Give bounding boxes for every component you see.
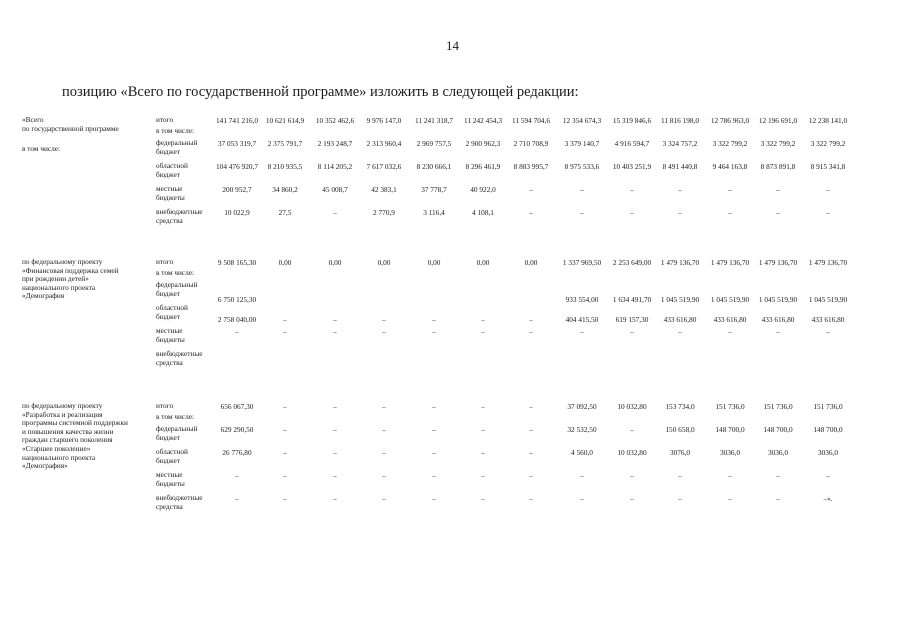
table-cell: – [432, 327, 436, 336]
table-cell: 7 617 032,6 [366, 162, 402, 171]
table-cell: – [382, 425, 386, 434]
table-cell: 37 053 319,7 [217, 139, 257, 148]
section-title-line: по федеральному проекту [22, 257, 103, 266]
table-cell: – [382, 327, 386, 336]
table-cell: – [432, 315, 436, 324]
table-cell: 8 883 995,7 [513, 162, 549, 171]
table-cell: 1 479 136,70 [758, 258, 798, 267]
table-cell: 200 952,7 [222, 185, 252, 194]
table-cell: 433 616,80 [713, 315, 747, 324]
row-label-line: итого [156, 115, 174, 124]
table-cell: – [776, 494, 780, 503]
table-cell: – [678, 327, 682, 336]
table-cell: 151 736,0 [813, 402, 843, 411]
table-cell: – [728, 327, 732, 336]
table-cell: 2 900 962,3 [465, 139, 501, 148]
row-label-line: бюджеты [156, 334, 185, 344]
table-cell: 2 770,9 [373, 208, 395, 217]
page-number: 14 [446, 38, 459, 53]
table-cell: 3036,0 [817, 448, 839, 457]
table-cell: 10 032,80 [617, 448, 647, 457]
section-title-line: «Разработка и реализация [22, 409, 103, 419]
table-cell: – [333, 208, 337, 217]
table-cell: – [630, 494, 634, 503]
table-cell: 8 210 935,5 [267, 162, 303, 171]
section-title-line: «Старшее поколение» [22, 443, 91, 453]
table-cell: – [481, 315, 485, 324]
section-title-line: национального проекта [22, 452, 96, 462]
row-label-line: внебюджетные [156, 207, 203, 216]
table-cell: 12 196 691,0 [758, 116, 798, 125]
table-cell: 8 296 461,9 [465, 162, 501, 171]
table-cell: 11 594 704,6 [511, 116, 551, 125]
table-cell: – [283, 494, 287, 503]
table-cell: 433 616,80 [761, 315, 795, 324]
table-cell: 3036,0 [719, 448, 741, 457]
table-cell: – [630, 327, 634, 336]
table-cell: 12 354 674,3 [562, 116, 602, 125]
table-cell: – [481, 425, 485, 434]
table-cell: 3036,0 [767, 448, 789, 457]
row-label [156, 269, 226, 278]
table-cell: – [529, 208, 533, 217]
table-cell: 10 032,80 [617, 402, 647, 411]
table-cell: – [630, 185, 634, 194]
table-cell: 1 634 491,70 [612, 295, 652, 304]
row-label-line: средства [156, 215, 183, 225]
row-label-line: областной [156, 161, 188, 170]
table-cell: – [235, 327, 239, 336]
row-label-line: бюджет [156, 455, 180, 465]
row-label-line: средства [156, 501, 183, 511]
table-cell: – [529, 494, 533, 503]
table-cell: 4 916 594,7 [614, 139, 650, 148]
table-cell: 404 415,50 [565, 315, 599, 324]
table-cell: 1 045 519,90 [758, 295, 798, 304]
table-cell: – [678, 208, 682, 217]
row-label-line: областной [156, 447, 188, 456]
table-cell: – [235, 494, 239, 503]
row-label-line: федеральный [156, 424, 198, 433]
table-cell: – [776, 208, 780, 217]
row-label-line: местные [156, 184, 183, 193]
row-label-line: бюджет [156, 432, 180, 442]
row-label-line: итого [156, 257, 174, 266]
table-cell: – [432, 471, 436, 480]
table-cell: – [382, 448, 386, 457]
table-cell: 151 736,0 [763, 402, 793, 411]
row-label [156, 350, 226, 367]
table-cell: – [728, 185, 732, 194]
table-cell: 15 319 846,6 [612, 116, 652, 125]
table-cell: 12 238 141,0 [808, 116, 848, 125]
table-cell: – [382, 494, 386, 503]
section-title-line: граждан старшего поколения [22, 435, 113, 445]
table-cell: 11 241 318,7 [414, 116, 454, 125]
table-cell: 1 045 519,90 [660, 295, 700, 304]
table-cell: – [283, 327, 287, 336]
section-title [22, 258, 150, 301]
table-cell: – [580, 327, 584, 336]
table-cell: – [432, 425, 436, 434]
table-cell: – [630, 208, 634, 217]
table-cell: – [776, 471, 780, 480]
row-label [156, 127, 226, 136]
table-cell: – [580, 208, 584, 217]
table-cell: – [776, 185, 780, 194]
section-title-line: при рождении детей» [22, 274, 89, 284]
table-cell: 2 969 757,5 [416, 139, 452, 148]
section-title-line: «Демография» [22, 461, 68, 471]
table-cell: 8 114 205,2 [317, 162, 353, 171]
table-cell: 10 403 251,9 [612, 162, 652, 171]
table-cell: – [283, 315, 287, 324]
table-cell: – [580, 471, 584, 480]
table-cell: 8 491 440,8 [662, 162, 698, 171]
table-cell: – [529, 402, 533, 411]
table-cell: – [826, 208, 830, 217]
table-cell: 1 337 969,50 [562, 258, 602, 267]
table-cell: 8 230 666,1 [416, 162, 452, 171]
section-title-line: национального проекта [22, 282, 96, 292]
row-label-line: местные [156, 326, 183, 335]
table-cell: 0,00 [328, 258, 342, 267]
table-cell: – [529, 185, 533, 194]
table-cell: 37 092,50 [567, 402, 597, 411]
table-cell: – [432, 448, 436, 457]
table-cell: – [333, 471, 337, 480]
row-label-line: в том числе: [156, 268, 195, 277]
row-label-line: бюджет [156, 169, 180, 179]
table-cell: 0,00 [278, 258, 292, 267]
table-cell: – [580, 185, 584, 194]
row-label-line: местные [156, 470, 183, 479]
table-cell: – [481, 327, 485, 336]
table-cell: – [481, 471, 485, 480]
intro-text: позицию «Всего по государственной программе» изложить в следующей редакции: [62, 84, 579, 100]
table-cell: 619 157,30 [615, 315, 649, 324]
table-cell: 150 658,0 [665, 425, 695, 434]
table-cell: 26 776,80 [222, 448, 252, 457]
table-cell: 10 352 462,6 [315, 116, 355, 125]
table-cell: – [630, 425, 634, 434]
row-label [156, 413, 226, 422]
table-cell: – [826, 185, 830, 194]
table-cell: 1 479 136,70 [660, 258, 700, 267]
table-cell: – [382, 471, 386, 480]
table-cell: 9 976 147,0 [366, 116, 402, 125]
table-cell: – [283, 471, 287, 480]
table-cell: 12 786 963,0 [710, 116, 750, 125]
table-cell: – [630, 471, 634, 480]
table-cell: 153 734,0 [665, 402, 695, 411]
table-cell: 0,00 [427, 258, 441, 267]
table-cell: 27,5 [278, 208, 292, 217]
table-cell: 148 700,0 [763, 425, 793, 434]
table-cell: –». [823, 494, 833, 503]
row-label-line: итого [156, 401, 174, 410]
table-cell: – [481, 448, 485, 457]
table-cell: 148 700,0 [813, 425, 843, 434]
table-cell: 6 750 125,30 [217, 295, 257, 304]
table-cell: 2 313 960,4 [366, 139, 402, 148]
table-cell: 104 476 920,7 [216, 162, 258, 171]
table-cell: 3 322 799,2 [712, 139, 748, 148]
row-label-line: бюджет [156, 288, 180, 298]
table-cell: 11 242 454,3 [463, 116, 503, 125]
table-cell: – [283, 425, 287, 434]
section-title [22, 402, 150, 471]
table-cell: 933 554,00 [565, 295, 599, 304]
section-subtitle: в том числе: [22, 144, 61, 153]
table-cell: – [678, 185, 682, 194]
table-cell: 656 067,30 [220, 402, 254, 411]
table-cell: 2 193 248,7 [317, 139, 353, 148]
table-cell: 3 322 799,2 [760, 139, 796, 148]
table-cell: – [333, 315, 337, 324]
table-cell: – [826, 471, 830, 480]
section-title-line: и повышения качества жизни [22, 426, 114, 436]
row-label-line: внебюджетные [156, 493, 203, 502]
section-title-line: «Всего [22, 115, 44, 124]
table-cell: – [481, 494, 485, 503]
table-cell: – [529, 425, 533, 434]
table-cell: 3 379 140,7 [564, 139, 600, 148]
table-cell: – [333, 327, 337, 336]
table-cell: – [382, 402, 386, 411]
table-cell: 2 375 791,7 [267, 139, 303, 148]
table-cell: 433 616,80 [663, 315, 697, 324]
table-cell: 42 383,1 [371, 185, 397, 194]
section-title-line: по государственной программе [22, 123, 119, 133]
table-cell: 1 045 519,90 [808, 295, 848, 304]
row-label-line: бюджет [156, 146, 180, 156]
table-cell: 141 741 216,0 [216, 116, 258, 125]
section-title-line: «Демография [22, 291, 65, 301]
table-cell: – [678, 471, 682, 480]
section-title [22, 116, 150, 133]
table-cell: 9 464 163,8 [712, 162, 748, 171]
row-label-line: бюджет [156, 311, 180, 321]
table-cell: – [728, 208, 732, 217]
table-cell: 3 322 799,2 [810, 139, 846, 148]
table-cell: 2 758 040,00 [217, 315, 257, 324]
section-title-line: «Финансовая поддержка семей [22, 265, 119, 275]
table-cell: 2 710 708,9 [513, 139, 549, 148]
table-cell: 8 873 891,8 [760, 162, 796, 171]
section-title-line: по федеральному проекту [22, 401, 103, 410]
table-cell: – [529, 448, 533, 457]
row-label-line: областной [156, 303, 188, 312]
table-cell: 9 508 165,30 [217, 258, 257, 267]
table-cell: 151 736,0 [715, 402, 745, 411]
table-cell: 8 915 341,8 [810, 162, 846, 171]
table-cell: 10 022,9 [224, 208, 250, 217]
table-cell: – [333, 448, 337, 457]
table-cell: 4 560,0 [571, 448, 593, 457]
table-cell: – [382, 315, 386, 324]
table-cell: – [529, 471, 533, 480]
table-cell: – [580, 494, 584, 503]
table-cell: – [432, 402, 436, 411]
table-cell: 1 045 519,90 [710, 295, 750, 304]
table-cell: 3 116,4 [423, 208, 445, 217]
table-cell: – [235, 471, 239, 480]
row-label-line: федеральный [156, 280, 198, 289]
table-cell: – [333, 425, 337, 434]
table-cell: 433 616,80 [811, 315, 845, 324]
table-cell: 0,00 [377, 258, 391, 267]
table-cell: 2 253 649,00 [612, 258, 652, 267]
table-cell: 3 324 757,2 [662, 139, 698, 148]
row-label-line: бюджеты [156, 478, 185, 488]
table-cell: 10 621 614,9 [265, 116, 305, 125]
table-cell: 3076,0 [669, 448, 691, 457]
section-title-line: программы системной поддержки [22, 418, 128, 428]
table-cell: – [333, 402, 337, 411]
table-cell: – [283, 448, 287, 457]
table-cell: – [728, 471, 732, 480]
table-cell: – [728, 494, 732, 503]
table-cell: 1 479 136,70 [808, 258, 848, 267]
table-cell: 1 479 136,70 [710, 258, 750, 267]
table-cell: – [826, 327, 830, 336]
table-cell: – [678, 494, 682, 503]
table-cell: 32 532,50 [567, 425, 597, 434]
row-label-line: в том числе: [156, 412, 195, 421]
table-cell: 629 290,50 [220, 425, 254, 434]
table-cell: 34 860,2 [272, 185, 298, 194]
table-cell: 11 816 198,0 [660, 116, 700, 125]
table-cell: 45 008,7 [322, 185, 348, 194]
table-cell: 40 922,0 [470, 185, 496, 194]
table-cell: 8 975 533,6 [564, 162, 600, 171]
table-cell: 148 700,0 [715, 425, 745, 434]
table-cell: – [529, 327, 533, 336]
table-cell: – [481, 402, 485, 411]
table-cell: – [333, 494, 337, 503]
row-label-line: средства [156, 357, 183, 367]
table-cell: 0,00 [476, 258, 490, 267]
table-cell: – [283, 402, 287, 411]
table-cell: 4 108,1 [472, 208, 494, 217]
table-cell: 0,00 [524, 258, 538, 267]
table-cell: – [529, 315, 533, 324]
table-cell: 37 778,7 [421, 185, 447, 194]
row-label-line: внебюджетные [156, 349, 203, 358]
row-label-line: бюджеты [156, 192, 185, 202]
row-label-line: в том числе: [156, 126, 195, 135]
table-cell: – [432, 494, 436, 503]
table-cell: – [776, 327, 780, 336]
row-label-line: федеральный [156, 138, 198, 147]
